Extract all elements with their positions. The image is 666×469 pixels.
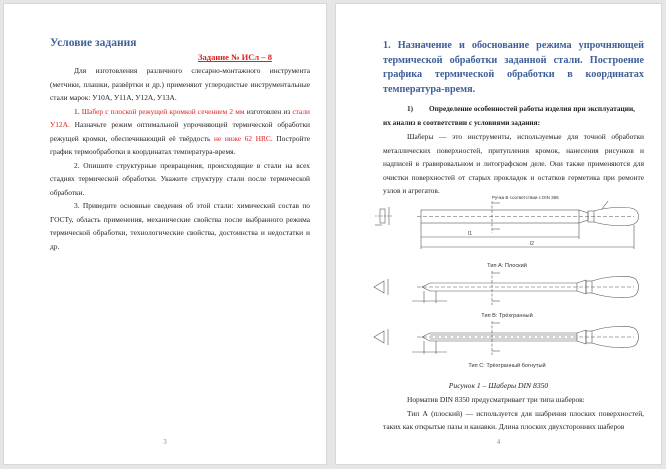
subsection-number: 1) [407, 104, 414, 113]
text-run: 3. Приведите основные сведения об этой стали: химический состав по ГОСТу, область применения, механические свойства после выбранного режима термической обработки, технологические свойства, достоинства и недостатки и др. [50, 201, 310, 251]
paragraph-din-standard: Норматив DIN 8350 предусматривает три типа шаберов: [407, 395, 585, 404]
text-run: Назначьте режим оптимальной упрочняющей термической обработки режущей кромки, обеспечивающий её твёрдость [50, 120, 310, 143]
dimension-l2: l2 [530, 241, 534, 247]
text-run: Для изготовления различного слесарно-монтажного инструмента (метчики, плашки, развёртки и др.) применяют углеродистые инструментальные стали марок: У10А, У11А, У12А, У13А. [50, 66, 310, 102]
scraper-figure [372, 187, 642, 377]
handle-note: Ручка В соответствии с DIN 395 [492, 195, 559, 200]
paragraph-task-3 [50, 199, 310, 253]
task-title: Задание № ИСл – 8 [198, 52, 272, 62]
din-types-text [383, 393, 644, 434]
document-page-4 [336, 4, 661, 464]
paragraph-intro [50, 64, 310, 105]
highlighted-text: Шабер с плоской режущей кромкой сечением 2 мм [81, 106, 245, 116]
scraper-type-b-drawing [374, 271, 639, 305]
type-c-label: Тип С: Трёхгранный богнутый [468, 363, 546, 369]
scraper-drawings [372, 187, 642, 377]
text-run: 2. Опишите структурные превращения, происходящие в стали на всех стадиях термической обработки. Укажите структуру стали после термической обработки. [50, 160, 310, 197]
dimension-l1: l1 [468, 231, 472, 237]
subsection-title: Определение особенностей работы изделия при эксплуатации, их анализ в соответствии с условиями задания: [383, 104, 635, 127]
document-page-3 [4, 4, 326, 464]
paragraph-type-a: Тип А (плоский) — используется для шабрения плоских поверхностей, таких как открытые пазы и канавки. Длина плоских двухсторонних шаберов [383, 408, 644, 431]
section-heading: 1. Назначение и обоснование режима упрочняющей термической обработки заданной стали. Построение графика термической обработки в координатах температура-время. [383, 40, 644, 95]
page-number: 3 [163, 438, 167, 446]
task-body [50, 64, 310, 253]
paragraph-task-1 [50, 105, 310, 159]
subsection-heading [383, 102, 644, 129]
section-heading: Условие задания [50, 37, 137, 49]
text-run: изготовлен из [244, 106, 293, 116]
page-number: 4 [496, 438, 501, 446]
type-a-label: Тип А: Плоский [487, 263, 527, 269]
scraper-type-a-drawing [375, 201, 639, 249]
text-run: 1. [74, 106, 82, 116]
figure-caption: Рисунок 1 – Шаберы DIN 8350 [448, 381, 549, 390]
paragraph-intro: Шаберы — это инструменты, используемые для точной обработки металлических поверхностей, притупления кромок, нанесения рисунков и надписей в гравировальном и литографском деле. Они также применяются для очистки поверхностей от старых прокладок и остатков герметика при ремонте узлов и агрегатов. [383, 132, 644, 195]
scraper-type-c-drawing [374, 321, 639, 355]
type-b-label: Тип В: Трёхгранный [481, 313, 533, 319]
highlighted-text: не ниже 62 HRC [213, 133, 271, 143]
highlighted-text: стали У12А. [50, 106, 310, 129]
paragraph-task-2 [50, 159, 310, 200]
text-run: . Постройте график термообработки в координатах температура-время. [50, 133, 310, 156]
